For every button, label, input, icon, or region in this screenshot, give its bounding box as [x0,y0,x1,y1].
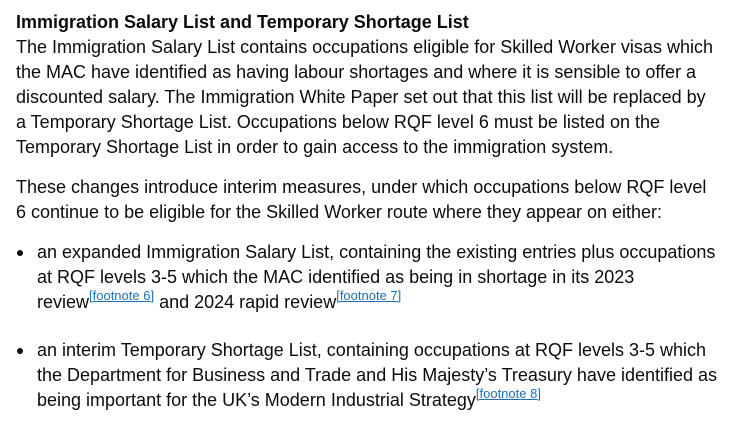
footnote-6-link[interactable]: [footnote 6] [89,288,155,303]
list-item-text-continued: and 2024 rapid review [154,292,337,312]
bullet-icon [17,348,23,354]
bullet-list [16,240,720,413]
paragraph-interim-measures: These changes introduce interim measures, under which occupations below RQF level 6 continue to be eligible for the Skilled Worker route where they appear on either: [16,177,707,222]
section-heading: Immigration Salary List and Temporary Shortage List [16,12,469,32]
list-item [16,240,720,315]
footnote-8-link[interactable]: [footnote 8] [475,386,541,401]
list-item-text: an expanded Immigration Salary List, containing the existing entries plus occupations at RQF levels 3-5 which the MAC identified as being in shortage in its 2023 review [37,242,716,312]
bullet-icon [17,250,23,256]
list-item [16,338,720,413]
footnote-7-link[interactable]: [footnote 7] [336,288,402,303]
list-item-text: an interim Temporary Shortage List, containing occupations at RQF levels 3-5 which the Department for Business and Trade and His Majesty’s Treasury have identified as being important for the UK’s Modern Industrial Strategy [37,340,718,410]
paragraph-intro: The Immigration Salary List contains occupations eligible for Skilled Worker visas which the MAC have identified as having labour shortages and where it is sensible to offer a discounted salary. The Immigration White Paper set out that this list will be replaced by a Temporary Shortage List. Occupations below RQF level 6 must be listed on the Temporary Shortage List in order to gain access to the immigration system. [16,37,713,157]
